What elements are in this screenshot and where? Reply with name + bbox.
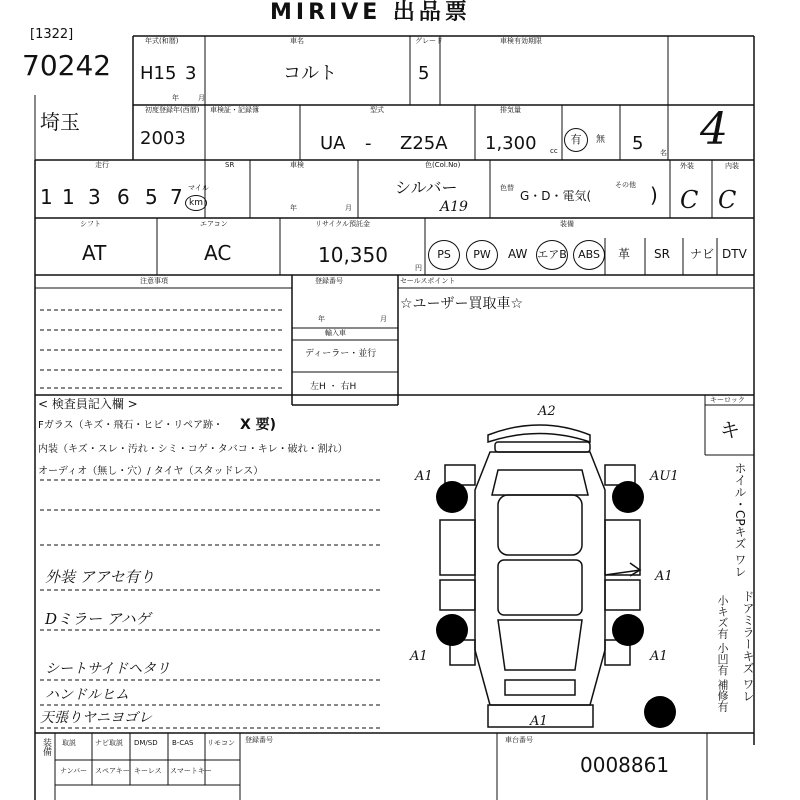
document-title: MIRIVE 出品票 [270,0,471,25]
equip-abs: ABS [573,240,605,270]
model-code: Z25A [400,133,448,154]
footer-col2: ナビ取説 [95,739,123,747]
hand-note-4: ハンドルヒム [45,687,129,703]
recycle: 10,350 [318,243,388,267]
equip-leather: 革 [618,247,631,261]
sr-label: SR [225,161,235,169]
diagram-label-a1-bl: A1 [410,649,428,664]
era-label: 年式(和暦) [145,37,179,45]
region: 埼玉 [40,110,80,134]
keylock-label: キーロック [710,396,745,404]
unit-mile: マイル [188,184,209,192]
recycle-unit: 円 [415,264,422,272]
equip-sr: SR [654,247,670,261]
lot-code: [1322] [30,27,74,42]
equip-navi: ナビ [690,247,715,261]
turbo-yes-mark: 有 [564,128,588,152]
equip-ps: PS [428,240,460,270]
shift-label: シフト [80,220,101,228]
footer-col7: スペアキー [95,767,130,775]
exterior-grade: C [680,186,699,214]
seats: 5 [418,63,430,84]
footer-col5: リモコン [207,739,235,747]
recycle-label: リサイクル預託金 [315,220,371,228]
equip-aw: AW [508,247,528,261]
interior-grade: C [718,186,737,214]
vertical-note-3: 小キズ有 小凹有 補修有 [716,595,729,712]
score: 4 [700,104,728,155]
month-label: 月 [345,204,352,212]
lot-number: 70242 [22,49,112,82]
reg-year: 年 [318,315,325,323]
model-dash: - [365,133,372,154]
keylock: キ [720,418,740,442]
year-label: 年 [290,204,297,212]
color: シルバー [395,178,458,197]
car-label: 車検 [290,161,304,169]
inspector-line1-mark: X 要) [240,417,277,433]
import-label: 車検証・記録簿 [210,106,259,114]
model-prefix: UA [320,133,346,154]
first-reg-label: 初度登録年(西暦) [145,106,200,114]
vertical-note-1: ホイル・CPキズ ワレ [733,462,747,578]
footer-col6: ナンバー [60,767,88,775]
car-diagram [436,425,676,728]
inspector-line1: Fガラス（キズ・飛石・ヒビ・リペア跡・ [38,420,224,431]
turbo-no: 無 [596,135,606,145]
vertical-note-2: ドアミラーキズ ワレ [741,590,755,702]
cc-label: 排気量 [500,106,521,114]
model-label: 型式 [370,106,384,114]
handle: 左H ・ 右H [310,382,357,392]
equip-dtv: DTV [722,247,747,261]
interior-label: 内装 [725,162,739,170]
footer-col1: 取説 [62,739,76,747]
hand-note-1: 外装 アアセ有り [45,568,155,586]
era-value: H15 [140,63,177,84]
shift: AT [82,241,107,265]
diagram-label-au1: AU1 [650,469,679,484]
reg-month: 月 [380,315,387,323]
sales-point: ☆ユーザー買取車☆ [400,296,524,312]
equip-label: 装備 [560,220,574,228]
import-label2: 輸入車 [325,329,346,337]
diagram-label-a2: A2 [538,404,556,419]
mileage-label: 走行 [95,161,109,169]
sales-label: セールスポイント [400,277,456,285]
footer-col4: B-CAS [172,739,194,747]
fuel-close: ) [650,183,658,207]
doors: 5 [632,133,644,154]
diagram-label-a1-br: A1 [650,649,668,664]
car-name: コルト [283,63,337,84]
diagram-label-a1-bottom: A1 [530,714,548,729]
equip-pw: PW [466,240,498,270]
dealer: ディーラー・並行 [305,349,377,359]
ac-label: エアコン [200,220,228,228]
footer-col9: スマートキー [170,767,212,775]
cc-value: 1,300 [485,133,537,154]
month-suffix: 月 [198,94,205,102]
fuel: G・D・電気( [520,189,592,203]
paint-label: 色替 [500,184,514,192]
car-name-label: 車名 [290,37,304,45]
cc-unit: cc [550,147,558,155]
equip-airbag: エアB [536,240,568,270]
footer-col3: DM/SD [134,739,158,747]
ac: AC [204,241,232,265]
diagram-label-a1-left: A1 [415,469,433,484]
color-label: 色(Col.No) [425,161,461,169]
doors-unit: 名 [660,149,667,157]
exterior-label: 外装 [680,162,694,170]
footer-side-label: 装備 [41,738,51,756]
hand-note-5: 天張りヤニヨゴレ [40,710,152,726]
month-value: 3 [185,63,197,84]
hand-note-2: Dミラー アハゲ [45,610,151,628]
first-reg: 2003 [140,128,186,149]
inspector-line2: 内装（キズ・スレ・汚れ・シミ・コゲ・タバコ・キレ・破れ・割れ） [38,444,348,455]
fuel-other: その他 [615,181,636,189]
footer-reg-label: 登録番号 [245,736,273,744]
footer-serial-label: 車台番号 [505,736,533,744]
unit-km-mark: km [185,195,207,211]
registration-label: 登録番号 [315,277,343,285]
inspection-label: 車検有効期限 [500,37,542,45]
inspector-line3: オーディオ（無し・穴）/ タイヤ（スタッドレス） [38,466,264,477]
inspector-label: < 検査員記入欄 > [38,397,138,411]
serial-number: 0008861 [580,753,670,777]
grade-label: グレード [415,37,443,45]
caution-label: 注意事項 [140,277,168,285]
footer-col8: キーレス [134,767,162,775]
diagram-label-a1-right: A1 [655,569,673,584]
color-code: A19 [440,199,468,215]
hand-note-3: シートサイドヘタリ [45,661,171,677]
year-suffix: 年 [172,94,179,102]
